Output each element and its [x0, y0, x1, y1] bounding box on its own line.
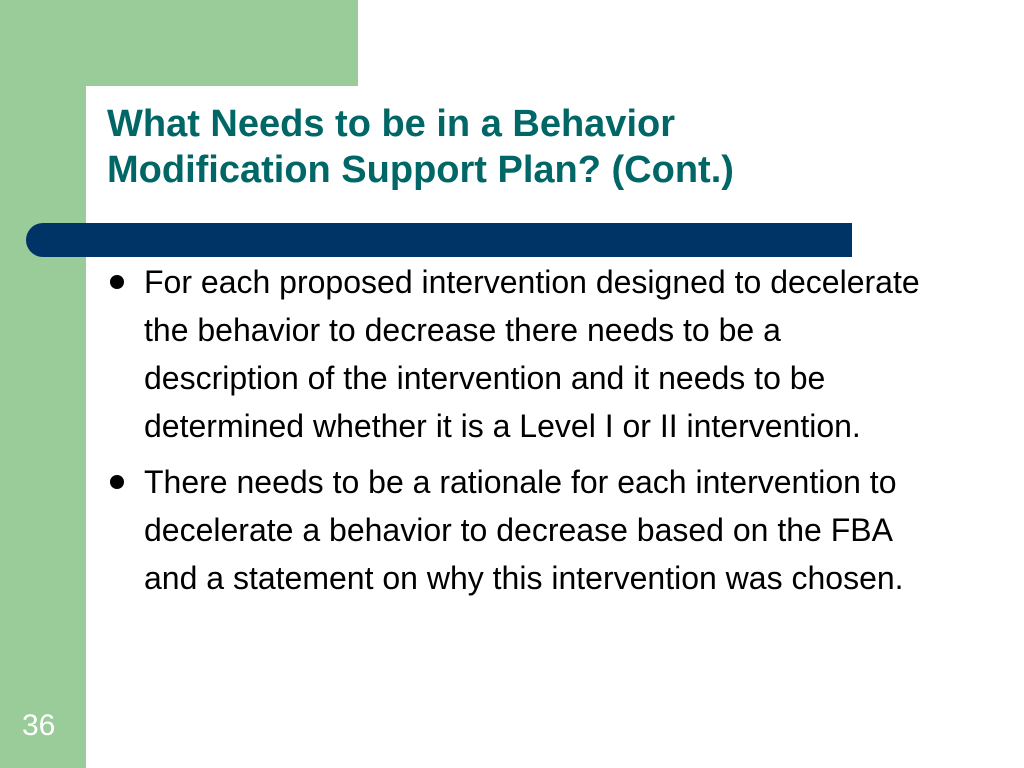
slide-title-line-1: What Needs to be in a Behavior	[107, 103, 675, 145]
bullet-item	[108, 258, 938, 450]
bullet-dot-icon	[110, 275, 124, 289]
slide-title	[107, 101, 907, 193]
bullet-list	[108, 258, 938, 610]
title-divider-bar	[26, 223, 852, 257]
top-left-green-block	[0, 0, 358, 86]
left-sidebar-band	[0, 0, 86, 768]
bullet-text: For each proposed intervention designed to decelerate the behavior to decrease there needs to be a description of the intervention and it needs to be determined whether it is a Level I or II intervention.	[144, 264, 920, 444]
slide-number: 36	[22, 709, 56, 742]
bullet-item	[108, 458, 938, 602]
bullet-dot-icon	[110, 475, 124, 489]
bullet-text: There needs to be a rationale for each intervention to decelerate a behavior to decrease based on the FBA and a statement on why this intervention was chosen.	[144, 464, 904, 596]
slide-title-line-2: Modification Support Plan? (Cont.)	[107, 149, 734, 191]
